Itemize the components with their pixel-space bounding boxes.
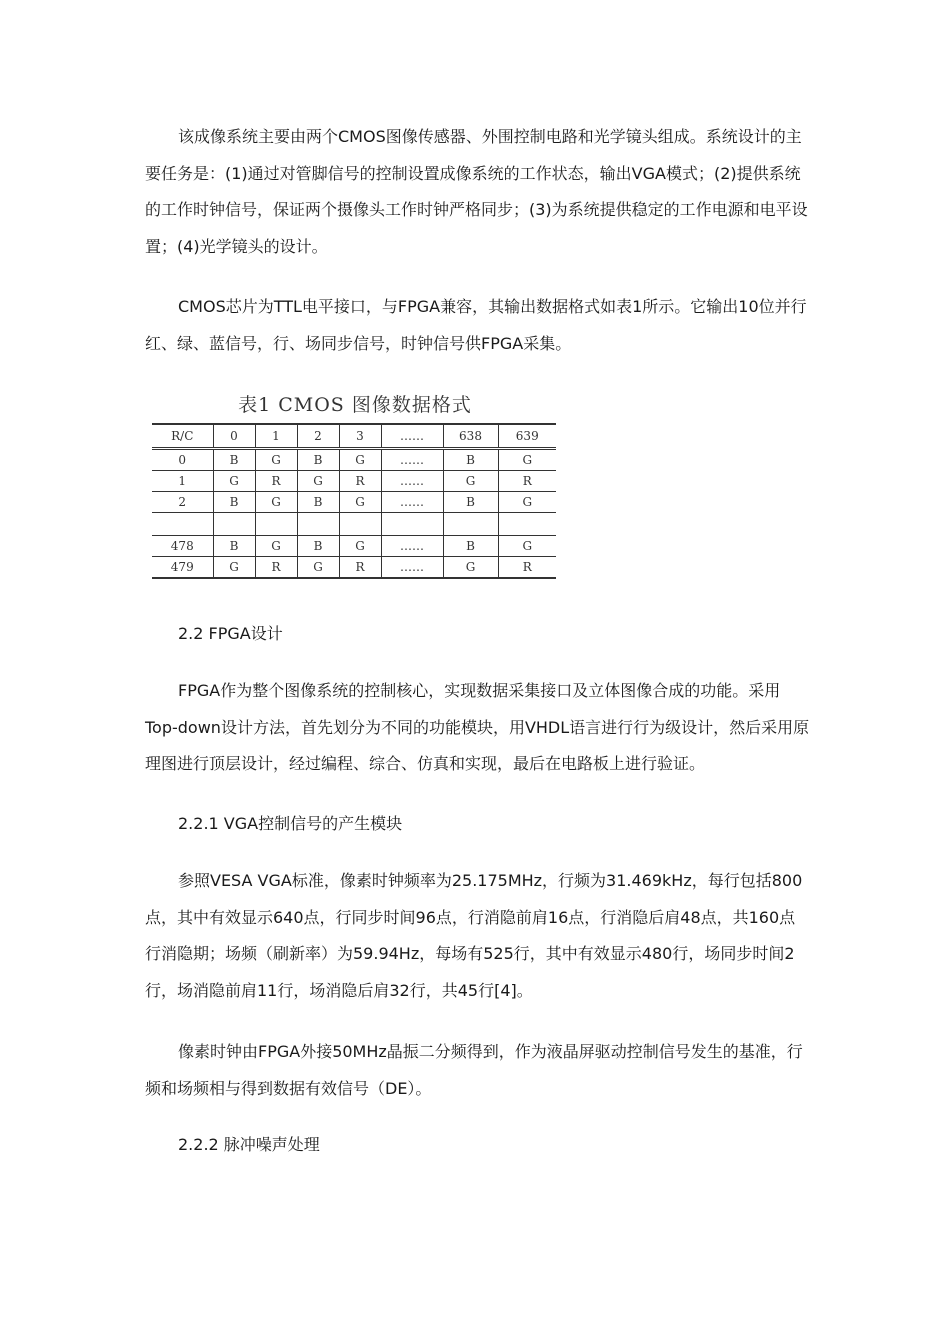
- table-cell: G: [255, 492, 297, 513]
- paragraph-pixel-clock: [145, 1034, 810, 1107]
- table-cell: [297, 513, 339, 536]
- table-cell: ……: [381, 449, 443, 471]
- table-cell: G: [498, 536, 556, 557]
- table-cell: G: [339, 492, 381, 513]
- table-cell: R: [255, 471, 297, 492]
- table-cell: [255, 513, 297, 536]
- table-cell: B: [297, 449, 339, 471]
- table-header-cell: 639: [498, 424, 556, 449]
- table-cell: ……: [381, 471, 443, 492]
- table-cell: G: [443, 557, 498, 579]
- paragraph-text: CMOS芯片为TTL电平接口，与FPGA兼容，其输出数据格式如表1所示。它输出10位并行红、绿、蓝信号，行、场同步信号，时钟信号供FPGA采集。: [145, 297, 807, 353]
- table-cell: ……: [381, 557, 443, 579]
- table-header-row: [152, 424, 556, 449]
- paragraph-cmos-interface: [145, 289, 810, 362]
- paragraph-fpga-core: [145, 673, 810, 783]
- paragraph-text: 像素时钟由FPGA外接50MHz晶振二分频得到，作为液晶屏驱动控制信号发生的基准，行频和场频相与得到数据有效信号（DE）。: [145, 1042, 803, 1098]
- paragraph-vesa-vga: [145, 863, 810, 1009]
- table-row: [152, 471, 556, 492]
- table-cell: G: [255, 536, 297, 557]
- table-header-cell: 3: [339, 424, 381, 449]
- table-cell: B: [297, 536, 339, 557]
- table-cell: [381, 513, 443, 536]
- table-cell: [443, 513, 498, 536]
- table-cell: 0: [152, 449, 213, 471]
- table-cell: B: [443, 449, 498, 471]
- table-cell: [213, 513, 255, 536]
- table-caption: 表1 CMOS 图像数据格式: [238, 394, 472, 416]
- table-cell: B: [443, 492, 498, 513]
- table-cell: G: [297, 557, 339, 579]
- section-heading-impulse-noise: 2.2.2 脉冲噪声处理: [178, 1135, 320, 1154]
- table-cell: 2: [152, 492, 213, 513]
- table-cell: [339, 513, 381, 536]
- table-row: [152, 449, 556, 471]
- table-cell: [498, 513, 556, 536]
- paragraph-text: 该成像系统主要由两个CMOS图像传感器、外围控制电路和光学镜头组成。系统设计的主要任务是：(1)通过对管脚信号的控制设置成像系统的工作状态，输出VGA模式；(2)提供系统的工作时钟信号，保证两个摄像头工作时钟严格同步；(3)为系统提供稳定的工作电源和电平设置；(4)光学镜头的设计。: [145, 127, 808, 256]
- table-cell: 1: [152, 471, 213, 492]
- section-heading-vga-control: 2.2.1 VGA控制信号的产生模块: [178, 814, 403, 833]
- table-cell: G: [339, 536, 381, 557]
- table-cell: G: [213, 557, 255, 579]
- table-cell: 479: [152, 557, 213, 579]
- table-cell: B: [443, 536, 498, 557]
- table-cell: G: [339, 449, 381, 471]
- table-cell: R: [255, 557, 297, 579]
- table-header-cell: R/C: [152, 424, 213, 449]
- table-header-cell: ……: [381, 424, 443, 449]
- paragraph-text: 参照VESA VGA标准，像素时钟频率为25.175MHz，行频为31.469kHz，每行包括800点，其中有效显示640点，行同步时间96点，行消隐前肩16点，行消隐后肩48点，共160点行消隐期；场频（刷新率）为59.94Hz，每场有525行，其中有效显示480行，场同步时间2行，场消隐前肩11行，场消隐后肩32行，共45行[4]。: [145, 871, 803, 1000]
- table-cell: G: [297, 471, 339, 492]
- table-cell: G: [213, 471, 255, 492]
- table-row: [152, 492, 556, 513]
- paragraph-imaging-system: [145, 119, 810, 265]
- table-cell: B: [213, 536, 255, 557]
- table-row: [152, 557, 556, 579]
- table-cell: G: [255, 449, 297, 471]
- table-cell: G: [443, 471, 498, 492]
- section-heading-fpga-design: 2.2 FPGA设计: [178, 624, 283, 643]
- table-header-cell: 1: [255, 424, 297, 449]
- table-cell: R: [498, 471, 556, 492]
- table-header-cell: 0: [213, 424, 255, 449]
- table-header-cell: 2: [297, 424, 339, 449]
- table-cell: R: [339, 471, 381, 492]
- table-header-cell: 638: [443, 424, 498, 449]
- table-cell: ……: [381, 536, 443, 557]
- table-cell: [152, 513, 213, 536]
- table-row: [152, 513, 556, 536]
- table-cell: ……: [381, 492, 443, 513]
- paragraph-text: FPGA作为整个图像系统的控制核心，实现数据采集接口及立体图像合成的功能。采用Top-down设计方法，首先划分为不同的功能模块，用VHDL语言进行行为级设计，然后采用原理图进行顶层设计，经过编程、综合、仿真和实现，最后在电路板上进行验证。: [145, 681, 810, 773]
- table-cell: G: [498, 492, 556, 513]
- cmos-data-format-table: [152, 423, 556, 579]
- table-row: [152, 536, 556, 557]
- table-cell: G: [498, 449, 556, 471]
- table-cell: B: [297, 492, 339, 513]
- table-cell: R: [339, 557, 381, 579]
- table-cell: B: [213, 449, 255, 471]
- table-cell: B: [213, 492, 255, 513]
- table-cell: R: [498, 557, 556, 579]
- table-cell: 478: [152, 536, 213, 557]
